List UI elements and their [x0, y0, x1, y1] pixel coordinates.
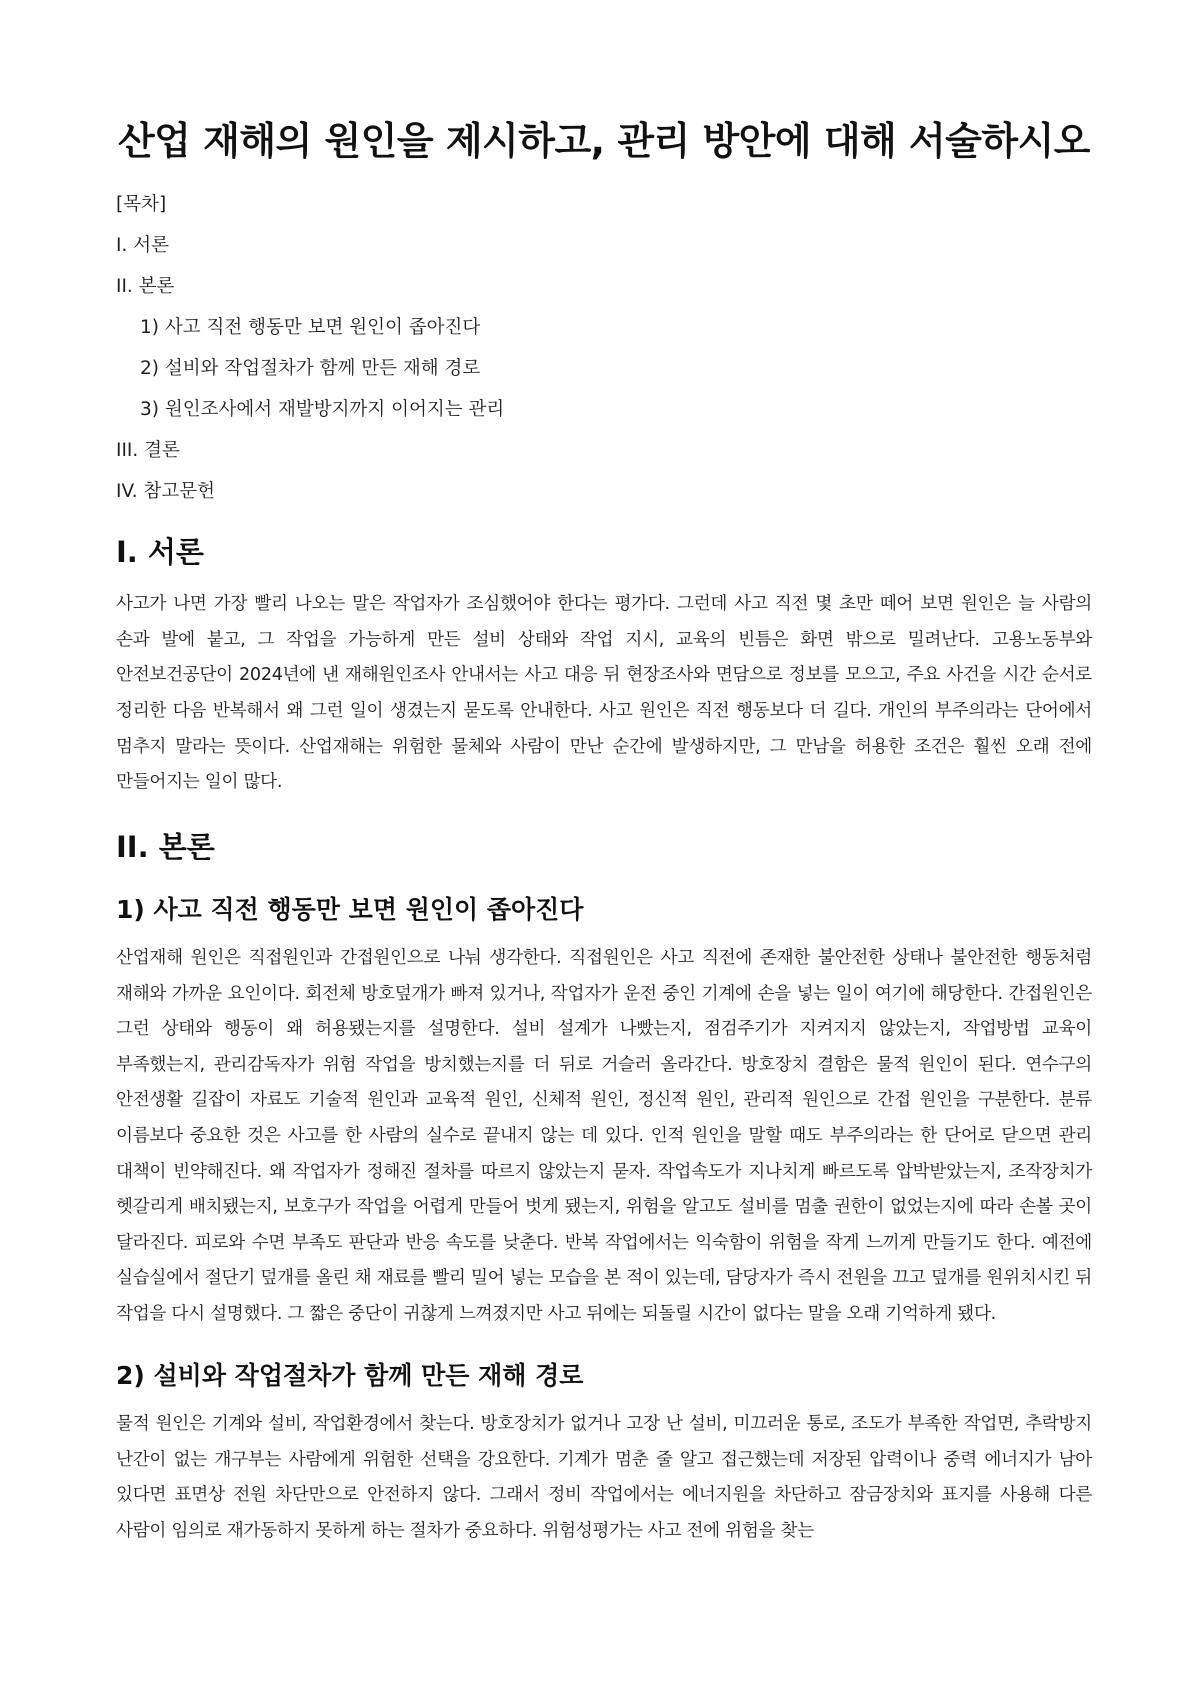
subsection-2-paragraph: 물적 원인은 기계와 설비, 작업환경에서 찾는다. 방호장치가 없거나 고장 난 설비, 미끄러운 통로, 조도가 부족한 작업면, 추락방지 난간이 없는 개구부는 사람에게 위험한 선택을 강요한다. 기계가 멈춘 줄 알고 접근했는데 저장된 압력이나 중력 에너지가 남아 있다면 표면상 전원 차단만으로 안전하지 않다. 그래서 정비 작업에서는 에너지원을 차단하고 잠금장치와 표지를 사용해 다른 사람이 임의로 재가동하지 못하게 하는 절차가 중요하다. 위험성평가는 사고 전에 위험을 찾는 [116, 1413, 1092, 1541]
toc-item: IV. 참고문헌 [116, 480, 215, 502]
toc-heading: [목차] [116, 193, 167, 215]
intro-paragraph: 사고가 나면 가장 빨리 나오는 말은 작업자가 조심했어야 한다는 평가다. 그런데 사고 직전 몇 초만 떼어 보면 원인은 늘 사람의 손과 발에 붙고, 그 작업을 가능하게 만든 설비 상태와 작업 지시, 교육의 빈틈은 화면 밖으로 밀려난다. 고용노동부와 안전보건공단이 2024년에 낸 재해원인조사 안내서는 사고 대응 뒤 현장조사와 면담으로 정보를 모으고, 주요 사건을 시간 순서로 정리한 다음 반복해서 왜 그런 일이 생겼는지 묻도록 안내한다. 사고 원인은 직전 행동보다 더 길다. 개인의 부주의라는 단어에서 멈추지 말라는 뜻이다. 산업재해는 위험한 물체와 사람이 만난 순간에 발생하지만, 그 만남을 허용한 조건은 훨씬 오래 전에 만들어지는 일이 많다. [116, 594, 1092, 793]
toc-item: III. 결론 [116, 439, 180, 461]
section-heading-intro: I. 서론 [116, 534, 204, 569]
toc-subitem: 2) 설비와 작업절차가 함께 만든 재해 경로 [140, 357, 481, 379]
table-of-contents [116, 184, 1092, 512]
toc-subitem: 1) 사고 직전 행동만 보면 원인이 좁아진다 [140, 316, 481, 338]
toc-item: I. 서론 [116, 234, 169, 256]
toc-item: II. 본론 [116, 275, 175, 297]
subsection-heading-1: 1) 사고 직전 행동만 보면 원인이 좁아진다 [116, 895, 584, 925]
toc-subitem: 3) 원인조사에서 재발방지까지 이어지는 관리 [140, 398, 505, 420]
subsection-heading-2: 2) 설비와 작업절차가 함께 만든 재해 경로 [116, 1361, 584, 1391]
document-title: 산업 재해의 원인을 제시하고, 관리 방안에 대해 서술하시오 [117, 119, 1091, 163]
subsection-1-paragraph: 산업재해 원인은 직접원인과 간접원인으로 나눠 생각한다. 직접원인은 사고 직전에 존재한 불안전한 상태나 불안전한 행동처럼 재해와 가까운 요인이다. 회전체 방호덮개가 빠져 있거나, 작업자가 운전 중인 기계에 손을 넣는 일이 여기에 해당한다. 간접원인은 그런 상태와 행동이 왜 허용됐는지를 설명한다. 설비 설계가 나빴는지, 점검주기가 지켜지지 않았는지, 작업방법 교육이 부족했는지, 관리감독자가 위험 작업을 방치했는지를 더 뒤로 거슬러 올라간다. 방호장치 결함은 물적 원인이 된다. 연수구의 안전생활 길잡이 자료도 기술적 원인과 교육적 원인, 신체적 원인, 정신적 원인, 관리적 원인으로 간접 원인을 구분한다. 분류 이름보다 중요한 것은 사고를 한 사람의 실수로 끝내지 않는 데 있다. 인적 원인을 말할 때도 부주의라는 한 단어로 닫으면 관리 대책이 빈약해진다. 왜 작업자가 정해진 절차를 따르지 않았는지 묻자. 작업속도가 지나치게 빠르도록 압박받았는지, 조작장치가 헷갈리게 배치됐는지, 보호구가 작업을 어렵게 만들어 벗게 됐는지, 위험을 알고도 설비를 멈출 권한이 없었는지에 따라 손볼 곳이 달라진다. 피로와 수면 부족도 판단과 반응 속도를 낮춘다. 반복 작업에서는 익숙함이 위험을 작게 느끼게 만들기도 한다. 예전에 실습실에서 절단기 덮개를 올린 채 재료를 빨리 밀어 넣는 모습을 본 적이 있는데, 담당자가 즉시 전원을 끄고 덮개를 원위치시킨 뒤 작업을 다시 설명했다. 그 짧은 중단이 귀찮게 느껴졌지만 사고 뒤에는 되돌릴 시간이 없다는 말을 오래 기억하게 됐다. [116, 947, 1092, 1324]
section-heading-body: II. 본론 [116, 829, 215, 864]
